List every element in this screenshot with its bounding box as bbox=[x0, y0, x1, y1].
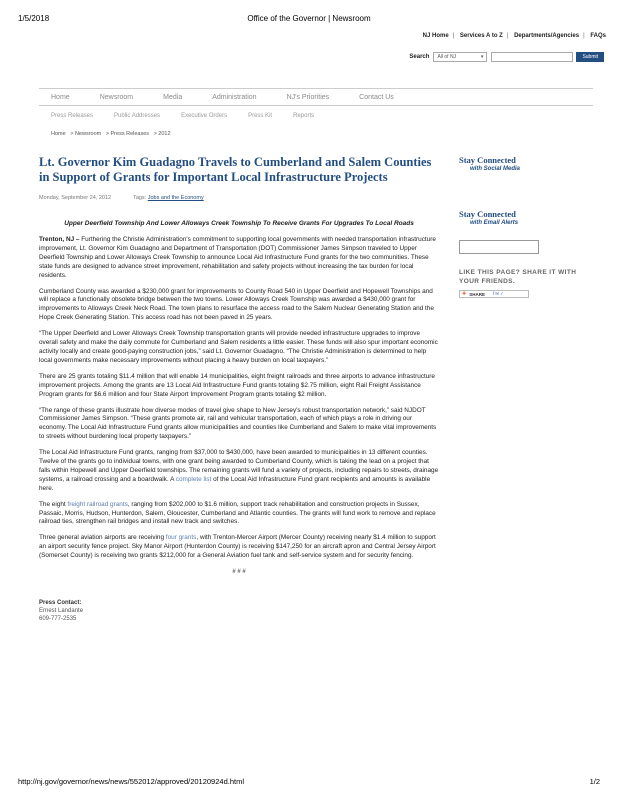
article-date: Monday, September 24, 2012 bbox=[39, 195, 112, 201]
freight-grants-link[interactable]: freight railroad grants bbox=[67, 500, 128, 508]
search-input[interactable] bbox=[491, 52, 573, 62]
print-title: Office of the Governor | Newsroom bbox=[247, 14, 371, 23]
email-input[interactable] bbox=[459, 240, 539, 254]
top-link-services[interactable]: Services A to Z bbox=[459, 33, 503, 39]
top-links: NJ Home | Services A to Z | Departments/Agencies | FAQs bbox=[422, 33, 606, 39]
nav-priorities[interactable]: NJ's Priorities bbox=[286, 93, 330, 101]
paragraph: “The Upper Deerfield and Lower Alloways Creek Township transportation grants will provide needed infrastructure upgrades to improve overall safety and make the daily commute for Cumberland and Salem residents a little easier. These funds will also spur important economic activity locally and create good-paying construction jobs,” said Lt. Governor Guadagno. “The Christie Administration is determined to help local governments make necessary improvements without placing a heavy burden on local taxpayers.” bbox=[39, 330, 438, 364]
nav-contact[interactable]: Contact Us bbox=[359, 93, 394, 101]
paragraph: Cumberland County was awarded a $230,000 grant for improvements to County Road 540 in Upper Deerfield and Hopewell Townships and will replace a functionally obsolete bridge between the two towns. Lower Alloways Creek Township was awarded a $430,000 grant for improvements to Alloways Creek Neck Road. The town plans to resurface the access road to the Salem Nuclear Generating Station and the Hope Creek Generating Station. This access road has not been paved in 25 years. bbox=[39, 287, 434, 322]
press-contact-name: Ernest Landante bbox=[39, 608, 84, 614]
breadcrumb-newsroom[interactable]: > Newsroom bbox=[70, 131, 102, 137]
nav-newsroom[interactable]: Newsroom bbox=[99, 93, 134, 101]
sub-nav bbox=[51, 113, 335, 119]
paragraph: There are 25 grants totaling $11.4 million that will enable 14 municipalities, eight freight railroads and three airports to advance infrastructure improvement projects. Among the grants are 13 Local Aid Infrastructure Fund grants totaling $2.75 million, eight Rail Freight Assistance Program grants for $6.6 million and four State Airport Improvement Program grants totaling $2 million. bbox=[39, 372, 435, 398]
top-link-departments[interactable]: Departments/Agencies bbox=[514, 33, 580, 39]
nav-home[interactable]: Home bbox=[51, 93, 70, 101]
paragraph: The Local Aid Infrastructure Fund grants, ranging from $37,000 to $430,000, have been awarded to municipalities in 13 different counties. Twelve of the grants go to individual towns, with one grant being awarded to Cumberland County, which is taking the lead on a project that falls within Hopewell and Upper Deerfield townships. The remaining grants will fund a variety of projects, including repairs to streets, drainage systems, a railroad crossing and a boardwalk. A complete list of the Local Aid Infrastructure Fund grant recipients and amounts is available here. bbox=[39, 449, 439, 492]
print-date: 1/5/2018 bbox=[18, 14, 50, 23]
subnav-reports[interactable]: Reports bbox=[293, 113, 315, 119]
print-url: http://nj.gov/governor/news/news/552012/approved/20120924d.html bbox=[18, 777, 244, 786]
main-nav bbox=[39, 88, 593, 106]
article-meta bbox=[39, 195, 439, 201]
paragraph: Three general aviation airports are receiving four grants, with Trenton-Mercer Airport (Mercer County) receiving nearly $1.4 million to support an airport security fence project. Sky Manor Airport (Hunterdon County) is receiving $147,250 for an aircraft apron and Central Jersey Airport (Somerset County) is receiving two grants $212,000 for a General Aviation fuel tank and self-service system and for security fencing. bbox=[39, 534, 436, 560]
page-number: 1/2 bbox=[589, 777, 600, 786]
breadcrumb-press-releases[interactable]: > Press Releases bbox=[105, 131, 150, 137]
top-link-faqs[interactable]: FAQs bbox=[590, 33, 606, 39]
press-contact-label: Press Contact: bbox=[39, 600, 82, 606]
share-prompt: LIKE THIS PAGE? SHARE IT WITH YOUR FRIENDS. bbox=[459, 269, 577, 285]
nav-administration[interactable]: Administration bbox=[212, 93, 257, 101]
social-subtitle: with Social Media bbox=[470, 166, 521, 172]
sidebar bbox=[459, 155, 589, 298]
search-bar bbox=[409, 51, 604, 62]
tag-link[interactable]: Jobs and the Economy bbox=[147, 195, 204, 201]
subnav-public-addresses[interactable]: Public Addresses bbox=[114, 113, 161, 119]
email-alerts-block[interactable] bbox=[459, 209, 589, 226]
complete-list-link[interactable]: complete list bbox=[175, 475, 212, 483]
social-title: Stay Connected bbox=[459, 155, 516, 165]
share-icon: ✚ bbox=[462, 291, 467, 297]
search-scope-select[interactable]: All of NJ ▾ bbox=[433, 52, 487, 62]
article-body bbox=[39, 236, 439, 577]
article bbox=[39, 155, 439, 623]
page-title: Lt. Governor Kim Guadagno Travels to Cumberland and Salem Counties in Support of Grants for Important Local Infrastructure Projects bbox=[39, 155, 432, 184]
chevron-down-icon: ▾ bbox=[480, 53, 484, 60]
email-title: Stay Connected bbox=[459, 209, 516, 219]
email-subtitle: with Email Alerts bbox=[470, 220, 519, 226]
nav-media[interactable]: Media bbox=[163, 93, 183, 101]
social-media-block[interactable] bbox=[459, 155, 589, 172]
search-submit-button[interactable]: Submit bbox=[576, 52, 604, 62]
press-contact-phone: 609-777-2535 bbox=[39, 616, 77, 622]
breadcrumb bbox=[51, 131, 174, 137]
paragraph: The eight freight railroad grants, ranging from $202,000 to $1.6 million, support track rehabilitation and construction projects in Sussex, Passaic, Morris, Hudson, Hunterdon, Salem, Gloucester, Cumberland and Atlantic counties. The grants will fund work to remove and replace railroad ties, strengthen rail bridges and install new track and switches. bbox=[39, 500, 436, 526]
four-grants-link[interactable]: four grants bbox=[165, 534, 197, 542]
search-label: Search bbox=[409, 53, 430, 60]
share-button[interactable]: ✚ SHARE f✉✓ bbox=[459, 290, 529, 298]
subnav-executive-orders[interactable]: Executive Orders bbox=[181, 113, 228, 119]
top-link-nj-home[interactable]: NJ Home bbox=[422, 33, 449, 39]
paragraph: “The range of these grants illustrate how diverse modes of travel give shape to New Jersey's robust transportation network,” said NJDOT Commissioner James Simpson. “These grants promote air, rail and vehicular transportation, each of which plays a role in driving our economy. The Local Aid Infrastructure Fund grants allow municipalities and counties like Cumberland and Salem to make vital improvements to streets without burdening local property taxpayers.” bbox=[39, 406, 437, 441]
breadcrumb-year[interactable]: > 2012 bbox=[153, 131, 171, 137]
paragraph: Trenton, NJ – Furthering the Christie Administration's commitment to supporting local governments with needed transportation infrastructure improvement, Lt. Governor Kim Guadagno and Department of Transportation (DOT) Commissioner James Simpson traveled to Upper Deerfield Township and Lower Alloways Creek Township to announce Local Aid Infrastructure Fund grants for the two communities. These state funds are designed to advance street improvement, rehabilitation and safety projects without increasing the tax burden for local residents. bbox=[39, 236, 436, 279]
tags-label: Tags: bbox=[133, 195, 147, 201]
breadcrumb-home[interactable]: Home bbox=[51, 131, 66, 137]
article-subhead: Upper Deerfield Township And Lower Alloways Creek Township To Receive Grants For Upgrades To Local Roads bbox=[64, 220, 414, 227]
press-contact bbox=[39, 599, 439, 623]
end-marker: # # # bbox=[232, 569, 246, 576]
subnav-press-releases[interactable]: Press Releases bbox=[51, 113, 94, 119]
social-icons: f✉✓ bbox=[492, 291, 505, 296]
subnav-press-kit[interactable]: Press Kit bbox=[248, 113, 273, 119]
